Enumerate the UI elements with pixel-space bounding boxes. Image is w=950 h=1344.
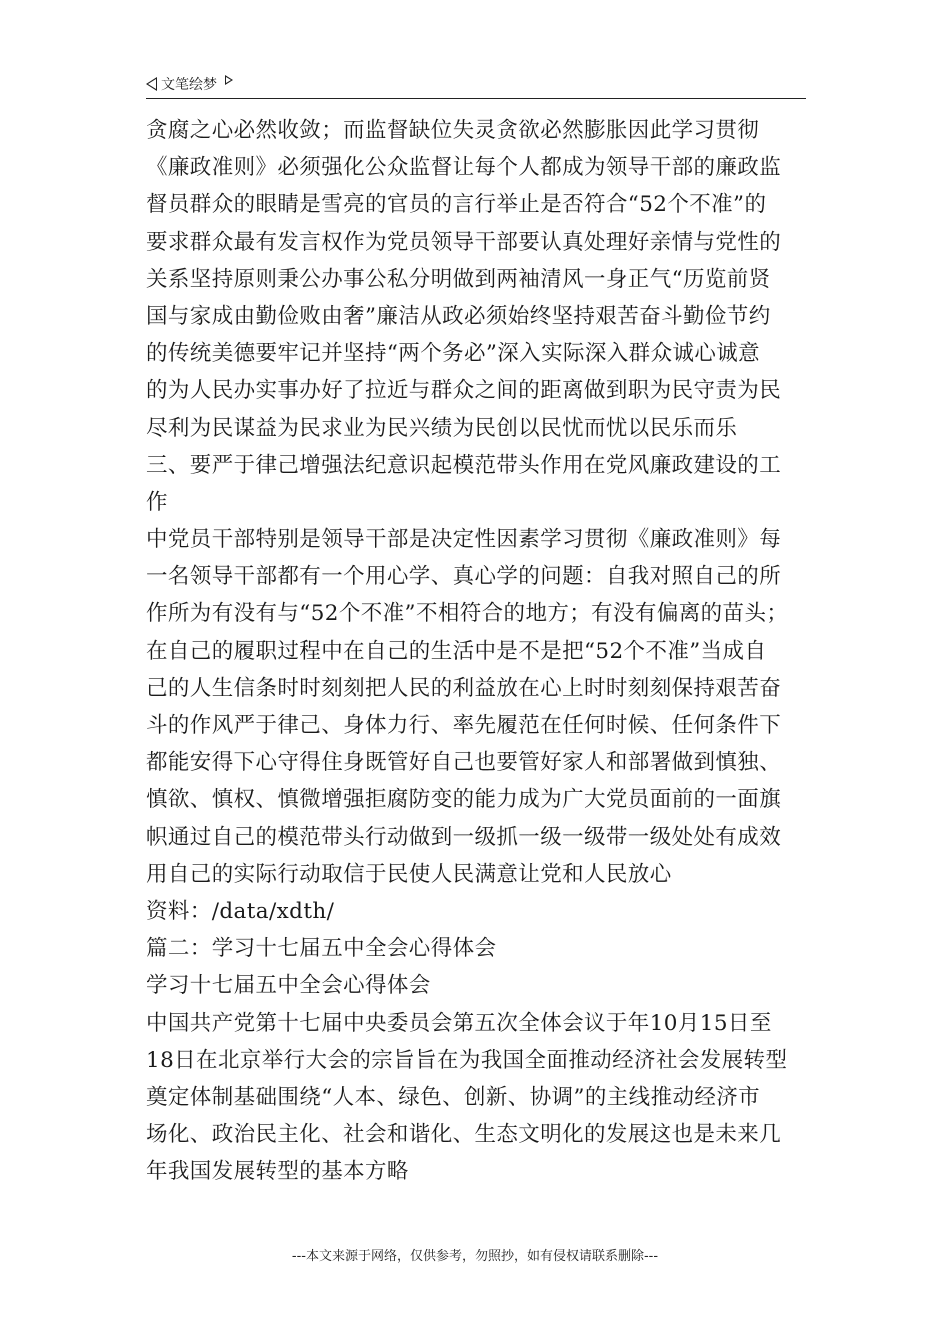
text-line: 己的人生信条时时刻刻把人民的利益放在心上时时刻刻保持艰苦奋 xyxy=(146,675,782,701)
text-line: 督员群众的眼睛是雪亮的官员的言行举止是否符合“52个不准”的 xyxy=(146,192,767,218)
document-body xyxy=(146,112,816,1190)
text-line: 三、要严于律己增强法纪意识起模范带头作用在党风廉政建设的工 xyxy=(146,452,782,478)
text-line: 斗的作风严于律己、身体力行、率先履范在任何时候、任何条件下 xyxy=(146,713,782,738)
left-triangle-icon xyxy=(146,77,157,91)
text-line: 一名领导干部都有一个用心学、真心学的问题：自我对照自己的所 xyxy=(146,564,782,590)
text-line: 奠定体制基础围绕“人本、绿色、创新、协调”的主线推动经济市 xyxy=(146,1084,761,1110)
text-line: 场化、政治民主化、社会和谐化、生态文明化的发展这也是未来几 xyxy=(146,1122,782,1148)
footer-notice: ---本文来源于网络，仅供参考，勿照抄，如有侵权请联系删除--- xyxy=(291,1249,659,1264)
text-line: 学习十七届五中全会心得体会 xyxy=(146,973,431,999)
page-header xyxy=(146,72,806,99)
text-line: 贪腐之心必然收敛；而监督缺位失灵贪欲必然膨胀因此学习贯彻 xyxy=(146,118,760,143)
text-line: 帜通过自己的模范带头行动做到一级抓一级一级带一级处处有成效 xyxy=(146,824,782,850)
text-line: 作 xyxy=(146,489,168,515)
text-line: 尽利为民谋益为民求业为民兴绩为民创以民忧而忧以民乐而乐 xyxy=(146,415,738,441)
text-line: 要求群众最有发言权作为党员领导干部要认真处理好亲情与党性的 xyxy=(146,229,782,255)
text-line: 关系坚持原则秉公办事公私分明做到两袖清风一身正气“历览前贤 xyxy=(146,266,771,292)
text-line: 的为人民办实事办好了拉近与群众之间的距离做到职为民守责为民 xyxy=(146,378,782,404)
text-line: 年我国发展转型的基本方略 xyxy=(146,1159,409,1185)
text-line: 慎欲、慎权、慎微增强拒腐防变的能力成为广大党员面前的一面旗 xyxy=(146,787,782,813)
text-line: 用自己的实际行动取信于民使人民满意让党和人民放心 xyxy=(146,861,672,887)
text-line: 中国共产党第十七届中央委员会第五次全体会议于年10月15日至 xyxy=(146,1010,772,1036)
text-line: 作所为有没有与“52个不准”不相符合的地方；有没有偏离的苗头； xyxy=(146,601,789,627)
text-line: 中党员干部特别是领导干部是决定性因素学习贯彻《廉政准则》每 xyxy=(146,527,782,553)
text-line: 18日在北京举行大会的宗旨旨在为我国全面推动经济社会发展转型 xyxy=(146,1047,788,1073)
text-line: 国与家成由勤俭败由奢”廉洁从政必须始终坚持艰苦奋斗勤俭节约 xyxy=(146,303,771,329)
right-triangle-icon xyxy=(225,75,233,85)
text-line: 在自己的履职过程中在自己的生活中是不是把“52个不准”当成自 xyxy=(146,638,767,664)
text-line: 《廉政准则》必须强化公众监督让每个人都成为领导干部的廉政监 xyxy=(146,155,782,181)
text-line: 资料：/data/xdth/ xyxy=(146,898,335,924)
header-brand xyxy=(146,74,233,94)
text-line: 篇二：学习十七届五中全会心得体会 xyxy=(146,936,497,962)
text-line: 都能安得下心守得住身既管好自己也要管好家人和部署做到慎独、 xyxy=(146,750,782,776)
text-line: 的传统美德要牢记并坚持“两个务必”深入实际深入群众诚心诚意 xyxy=(146,341,761,367)
header-brand-text: 文笔绘梦 xyxy=(161,77,217,93)
